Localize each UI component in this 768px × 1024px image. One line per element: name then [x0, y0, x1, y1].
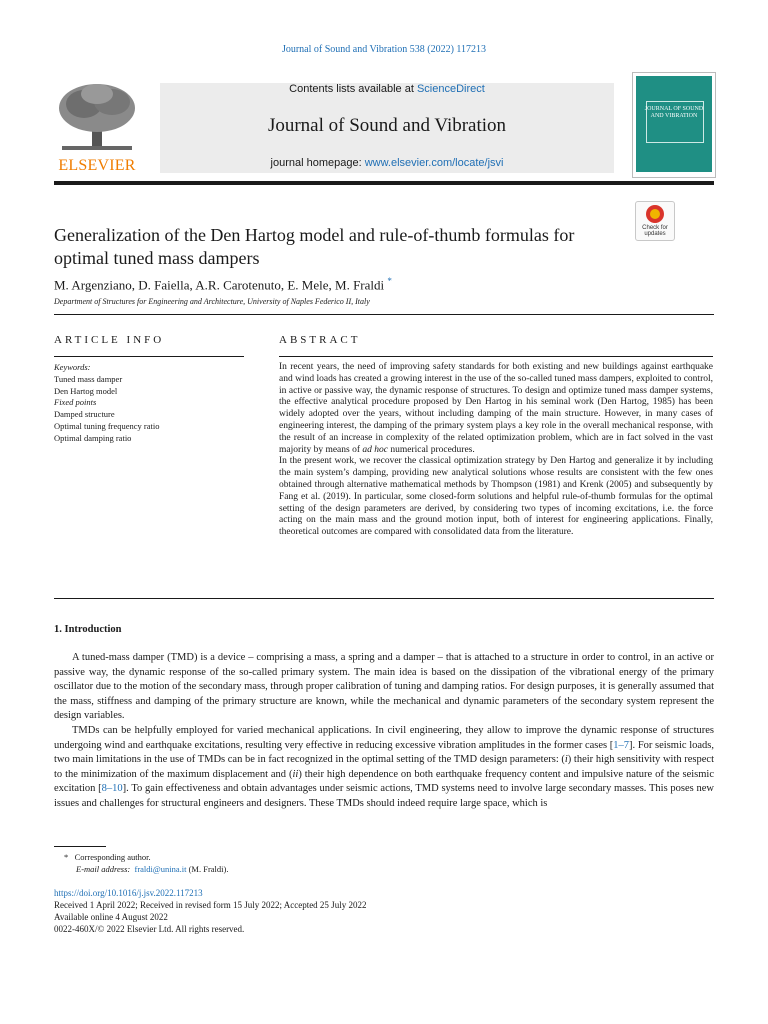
sciencedirect-link[interactable]: ScienceDirect [416, 83, 485, 95]
keywords-label: Keywords: [54, 362, 91, 372]
copyright: 0022-460X/© 2022 Elsevier Ltd. All rights reserved. [54, 924, 245, 934]
abstract-bottom-divider [54, 598, 714, 599]
homepage-link[interactable]: www.elsevier.com/locate/jsvi [364, 157, 504, 169]
elsevier-tree-icon [54, 80, 140, 156]
check-for-updates-button[interactable] [635, 201, 675, 241]
abstract-paragraph-2: In the present work, we recover the classical optimization strategy by Den Hartog and generalize it by including the main system’s damping, providing new analytical solutions whose results are consistent with the few ones obtained through alternative mathematical methods by Thompson (1981) and Krenk (2005) and subsequently by Fang et al. (2019). In particular, some closed-form solutions and helpful rule-of-thumb formulas for the optimal setting of the design parameters are derived, by considering two types of incoming excitations, i.e. the force acting on the main mass and the ground motion input, both of interest for engineering applications. Finally, theoretical outcomes are compared with consolidated data from the literature. [279, 456, 713, 538]
homepage-line [160, 157, 614, 169]
publisher-name: ELSEVIER [58, 157, 136, 174]
introduction-body [54, 651, 714, 812]
affiliation: Department of Structures for Engineering and Architecture, University of Naples Federico II, Italy [54, 297, 370, 306]
footnote-corresponding [64, 852, 151, 862]
keyword-item: Optimal tuning frequency ratio [54, 420, 160, 431]
author-list [54, 276, 392, 293]
article-info-divider [54, 356, 244, 357]
available-online: Available online 4 August 2022 [54, 912, 168, 922]
journal-citation-link[interactable]: Journal of Sound and Vibration 538 (2022) 117213 [281, 44, 487, 55]
footnote-divider [54, 846, 106, 847]
corresponding-label: Corresponding author. [74, 852, 151, 862]
section-heading-introduction: 1. Introduction [54, 624, 122, 635]
abstract-text [279, 362, 713, 539]
intro-paragraph-1: A tuned-mass damper (TMD) is a device – comprising a mass, a spring and a damper – that is attached to a structure in order to control, in an active or passive way, the dynamic response of the so-called primary system. The main idea is based on the dissipation of the vibrational energy of the primary oscillator due to the motion of the secondary mass, through proper calibration of tuning and damping ratios. For design purposes, it is generally assumed that the mass, stiffness and damping of the primary structure are known, while the mechanical and dynamic parameters of the secondary system represent the design variables. [54, 652, 714, 722]
check-updates-icon [646, 205, 664, 223]
journal-banner [160, 83, 614, 173]
publication-info [54, 887, 366, 935]
header-divider [54, 181, 714, 185]
reference-link[interactable]: 1–7 [613, 739, 630, 751]
badge-line-2: updates [644, 231, 666, 237]
received-dates: Received 1 April 2022; Received in revised form 15 July 2022; Accepted 25 July 2022 [54, 900, 367, 910]
corresponding-author-mark[interactable]: * [387, 276, 392, 286]
keyword-item: Tuned mass damper [54, 373, 123, 384]
article-info-heading: ARTICLE INFO [54, 334, 165, 346]
badge-line-1: Check for [642, 225, 668, 231]
keyword-item: Den Hartog model [54, 385, 118, 396]
contents-prefix: Contents lists available at [289, 83, 417, 95]
abstract-heading: ABSTRACT [279, 334, 361, 346]
doi-link[interactable]: https://doi.org/10.1016/j.jsv.2022.117213 [54, 888, 203, 898]
intro-paragraph-2: TMDs can be helpfully employed for varied mechanical applications. In civil engineering, they allow to improve the dynamic response of structures undergoing wind and earthquake excitations, resulting very effective in reducing excessive vibration amplitudes in the former cases [1–7]. For seismic loads, two main limitations in the use of TMDs can be in fact recognized in the optimal setting of the TMD design parameters: (i) their high sensitivity with respect to the minimization of the maximum displacement and (ii) their high dependence on both earthquake frequency content and impulsive nature of the seismic excitation [8–10]. To gain effectiveness and obtain advantages under seismic actions, TMD systems need to involve large secondary masses. This poses new issues and challenges for structural engineers and designers. These TMDs should indeed require large space, which is [54, 724, 714, 809]
journal-title: Journal of Sound and Vibration [267, 115, 507, 136]
email-link[interactable]: fraldi@unina.it [134, 864, 187, 874]
contents-line [160, 83, 614, 95]
keyword-item: Damped structure [54, 409, 115, 420]
journal-cover-image [632, 72, 716, 178]
abstract-divider [279, 356, 713, 357]
title-divider [54, 314, 714, 315]
email-label: E-mail address: [76, 864, 131, 874]
homepage-prefix: journal homepage: [270, 157, 365, 169]
abstract-paragraph-1: In recent years, the need of improving safety standards for both existing and new buildings against earthquake and wind loads has created a growing interest in the use of the so-called tuned mass dampers, exploited to control, in active or passive way, the dynamic response of structures. To design and optimize tuned mass damper systems, the effective analytical procedure proposed by Den Hartog in his seminal work (Den Hartog, 1985) has been widely adopted over the years, without including damping of the main structure. However, in many cases of engineering interest, the damping of the primary system plays a key role in the overall mechanical response, with the result of an increase in complexity of the related optimization problem, which are in fact solved in the vast majority by means of ad hoc numerical procedures. [279, 362, 713, 455]
paper-title: Generalization of the Den Hartog model and rule-of-thumb formulas for optimal tuned mass dampers [54, 225, 575, 268]
cover-title: JOURNAL OF SOUND AND VIBRATION [644, 106, 704, 119]
keywords-list [54, 362, 244, 445]
keyword-item: Fixed points [54, 397, 97, 408]
footnote-mark: * [64, 852, 69, 862]
email-suffix: (M. Fraldi). [186, 864, 229, 874]
elsevier-logo [54, 80, 140, 175]
authors-text: M. Argenziano, D. Faiella, A.R. Carotenuto, E. Mele, M. Fraldi [54, 277, 385, 293]
footnote-email [76, 864, 228, 874]
keyword-item: Optimal damping ratio [54, 432, 132, 443]
reference-link[interactable]: 8–10 [101, 783, 123, 795]
